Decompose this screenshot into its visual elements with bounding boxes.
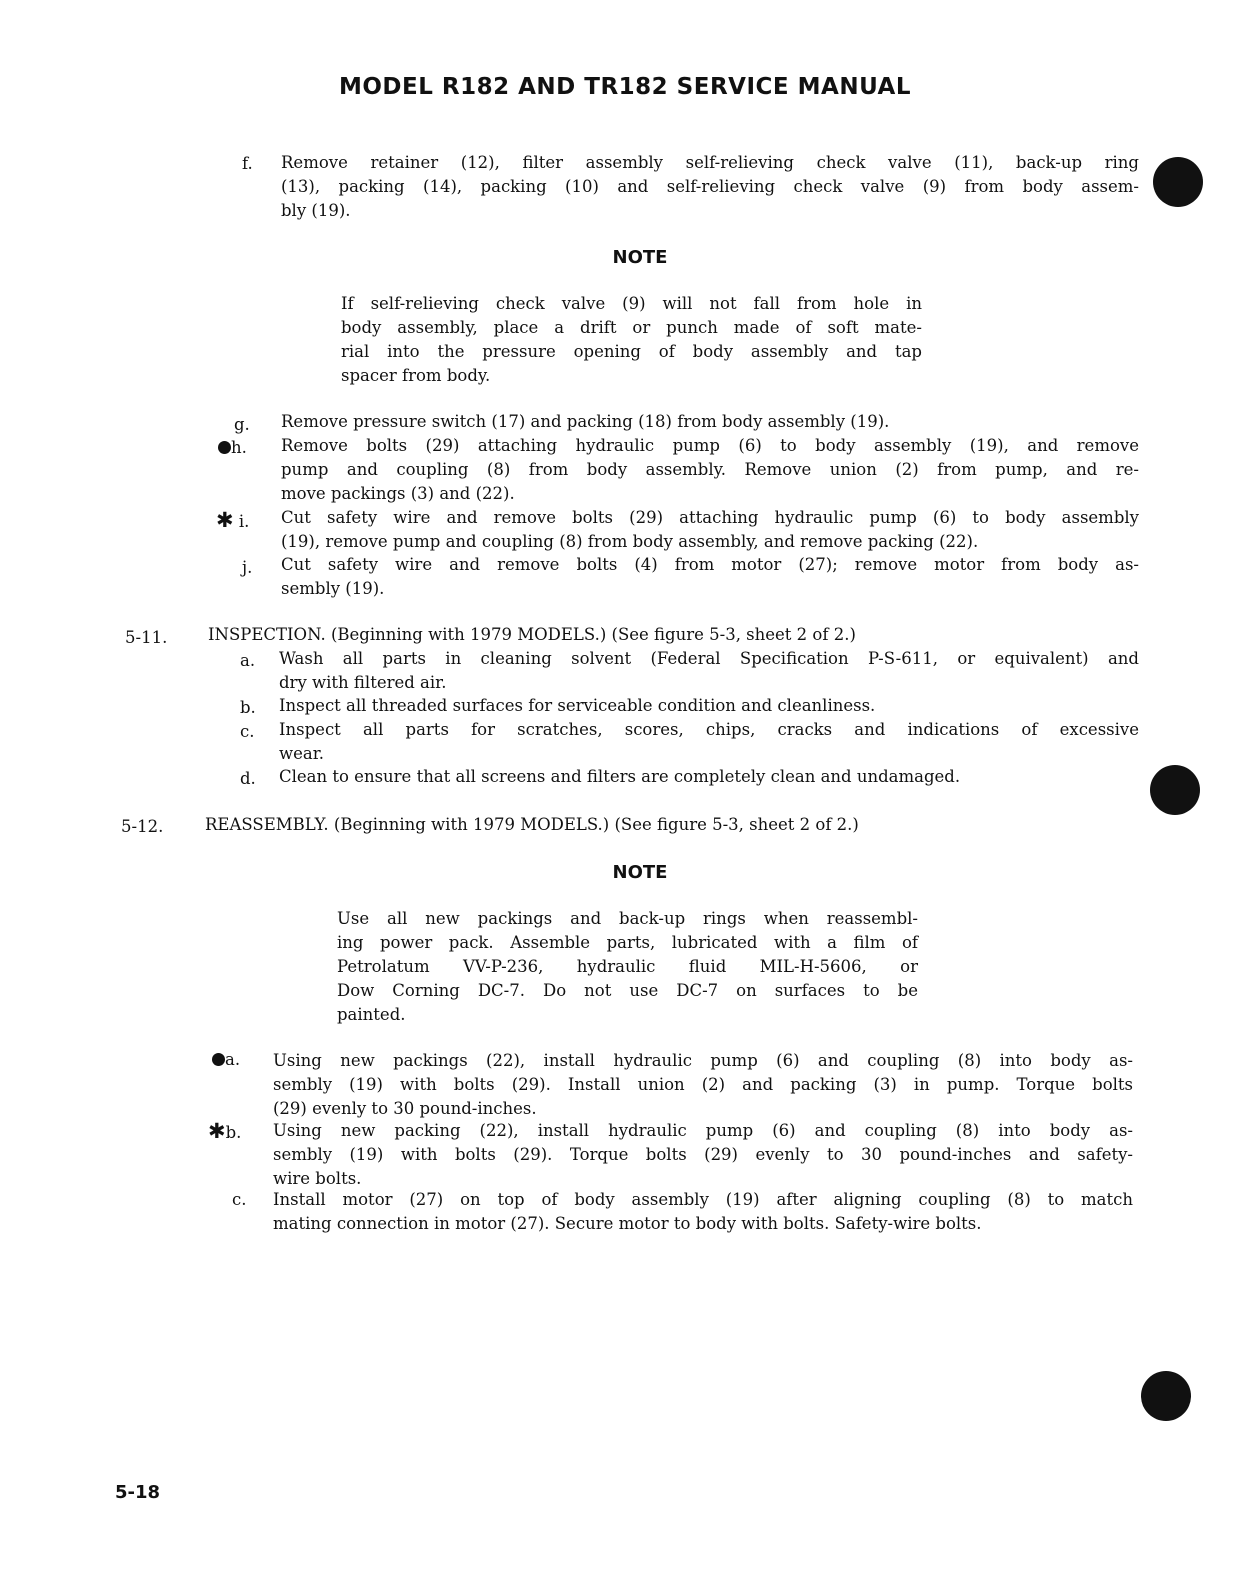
step-j-text: Cut safety wire and remove bolts (4) from motor (27); remove motor from body as- sembly (19).	[281, 555, 1139, 598]
step-g-text: Remove pressure switch (17) and packing (18) from body assembly (19).	[281, 412, 890, 431]
reassembly-b-marker	[208, 1121, 241, 1142]
inspect-letter-c: c.	[240, 722, 255, 741]
reassembly-a-text: Using new packings (22), install hydraulic pump (6) and coupling (8) into body as- sembly (19) with bolts (29). Install union (2) and packing (3) in pump. Torque bolts (29) evenly to 30 pound-inches.	[273, 1051, 1133, 1118]
step-letter-i: i.	[238, 512, 250, 531]
reassembly-c-text: Install motor (27) on top of body assembly (19) after aligning coupling (8) to match mating connection in motor (27). Secure motor to body with bolts. Safety-wire bolts.	[273, 1190, 1133, 1233]
binder-hole-middle	[1150, 765, 1200, 815]
reassembly-letter-b: b.	[225, 1123, 242, 1142]
binder-hole-top	[1153, 157, 1203, 207]
inspect-a-text: Wash all parts in cleaning solvent (Federal Specification P-S-611, or equivalent) and dry with filtered air.	[279, 649, 1139, 692]
inspect-b-text: Inspect all threaded surfaces for serviceable condition and cleanliness.	[279, 696, 876, 715]
section-number-5-11: 5-11.	[125, 628, 168, 647]
note-2-text: Use all new packings and back-up rings when reassembl- ing power pack. Assemble parts, lubricated with a film of Petrolatum VV-P-236, hydraulic fluid MIL-H-5606, or Dow Corning DC-7. Do not use DC-7 on surfaces to be painted.	[337, 909, 918, 1024]
note-heading-2: NOTE	[612, 862, 668, 883]
section-number-5-12: 5-12.	[121, 817, 164, 836]
revision-bullet-icon	[212, 1053, 225, 1066]
step-i-marker	[216, 510, 249, 531]
page-number: 5-18	[115, 1482, 161, 1503]
page-header: MODEL R182 AND TR182 SERVICE MANUAL	[338, 74, 911, 100]
step-letter-j: j.	[242, 558, 253, 577]
step-f-text: Remove retainer (12), filter assembly self-relieving check valve (11), back-up ring (13), packing (14), packing (10) and self-relieving check valve (9) from body assem- bly (19).	[281, 153, 1139, 220]
inspect-d-text: Clean to ensure that all screens and filters are completely clean and undamaged.	[279, 767, 961, 786]
inspect-letter-b: b.	[240, 698, 256, 717]
reassembly-letter-a: a.	[225, 1050, 241, 1069]
note-heading-1: NOTE	[612, 247, 668, 268]
inspect-c-text: Inspect all parts for scratches, scores, chips, cracks and indications of excessive wear.	[279, 720, 1139, 763]
step-i-text: Cut safety wire and remove bolts (29) attaching hydraulic pump (6) to body assembly (19), remove pump and coupling (8) from body assembly, and remove packing (22).	[281, 508, 1139, 551]
step-letter-f: f.	[242, 154, 253, 173]
reassembly-a-marker	[212, 1052, 240, 1069]
inspect-letter-d: d.	[240, 769, 256, 788]
step-h-text: Remove bolts (29) attaching hydraulic pump (6) to body assembly (19), and remove pump and coupling (8) from body assembly. Remove union (2) from pump, and re- move packings (3) and (22).	[281, 436, 1139, 503]
step-letter-h: h.	[231, 438, 247, 457]
reassembly-b-text: Using new packing (22), install hydraulic pump (6) and coupling (8) into body as- sembly (19) with bolts (29). Torque bolts (29) evenly to 30 pound-inches and safety- wire bolts.	[273, 1121, 1133, 1188]
section-title-5-12: REASSEMBLY. (Beginning with 1979 MODELS.) (See figure 5-3, sheet 2 of 2.)	[205, 815, 859, 834]
section-title-5-11: INSPECTION. (Beginning with 1979 MODELS.) (See figure 5-3, sheet 2 of 2.)	[208, 625, 856, 644]
step-letter-g: g.	[234, 415, 250, 434]
revision-bullet-icon	[218, 441, 231, 454]
note-1-text: If self-relieving check valve (9) will not fall from hole in body assembly, place a drift or punch made of soft mate- rial into the pressure opening of body assembly and tap spacer from body.	[341, 294, 922, 385]
binder-hole-bottom	[1141, 1371, 1191, 1421]
step-h-marker	[218, 440, 247, 457]
inspect-letter-a: a.	[240, 651, 256, 670]
revision-star-icon: ✱	[208, 1119, 226, 1143]
revision-star-icon: ✱	[216, 508, 234, 532]
reassembly-letter-c: c.	[232, 1190, 247, 1209]
